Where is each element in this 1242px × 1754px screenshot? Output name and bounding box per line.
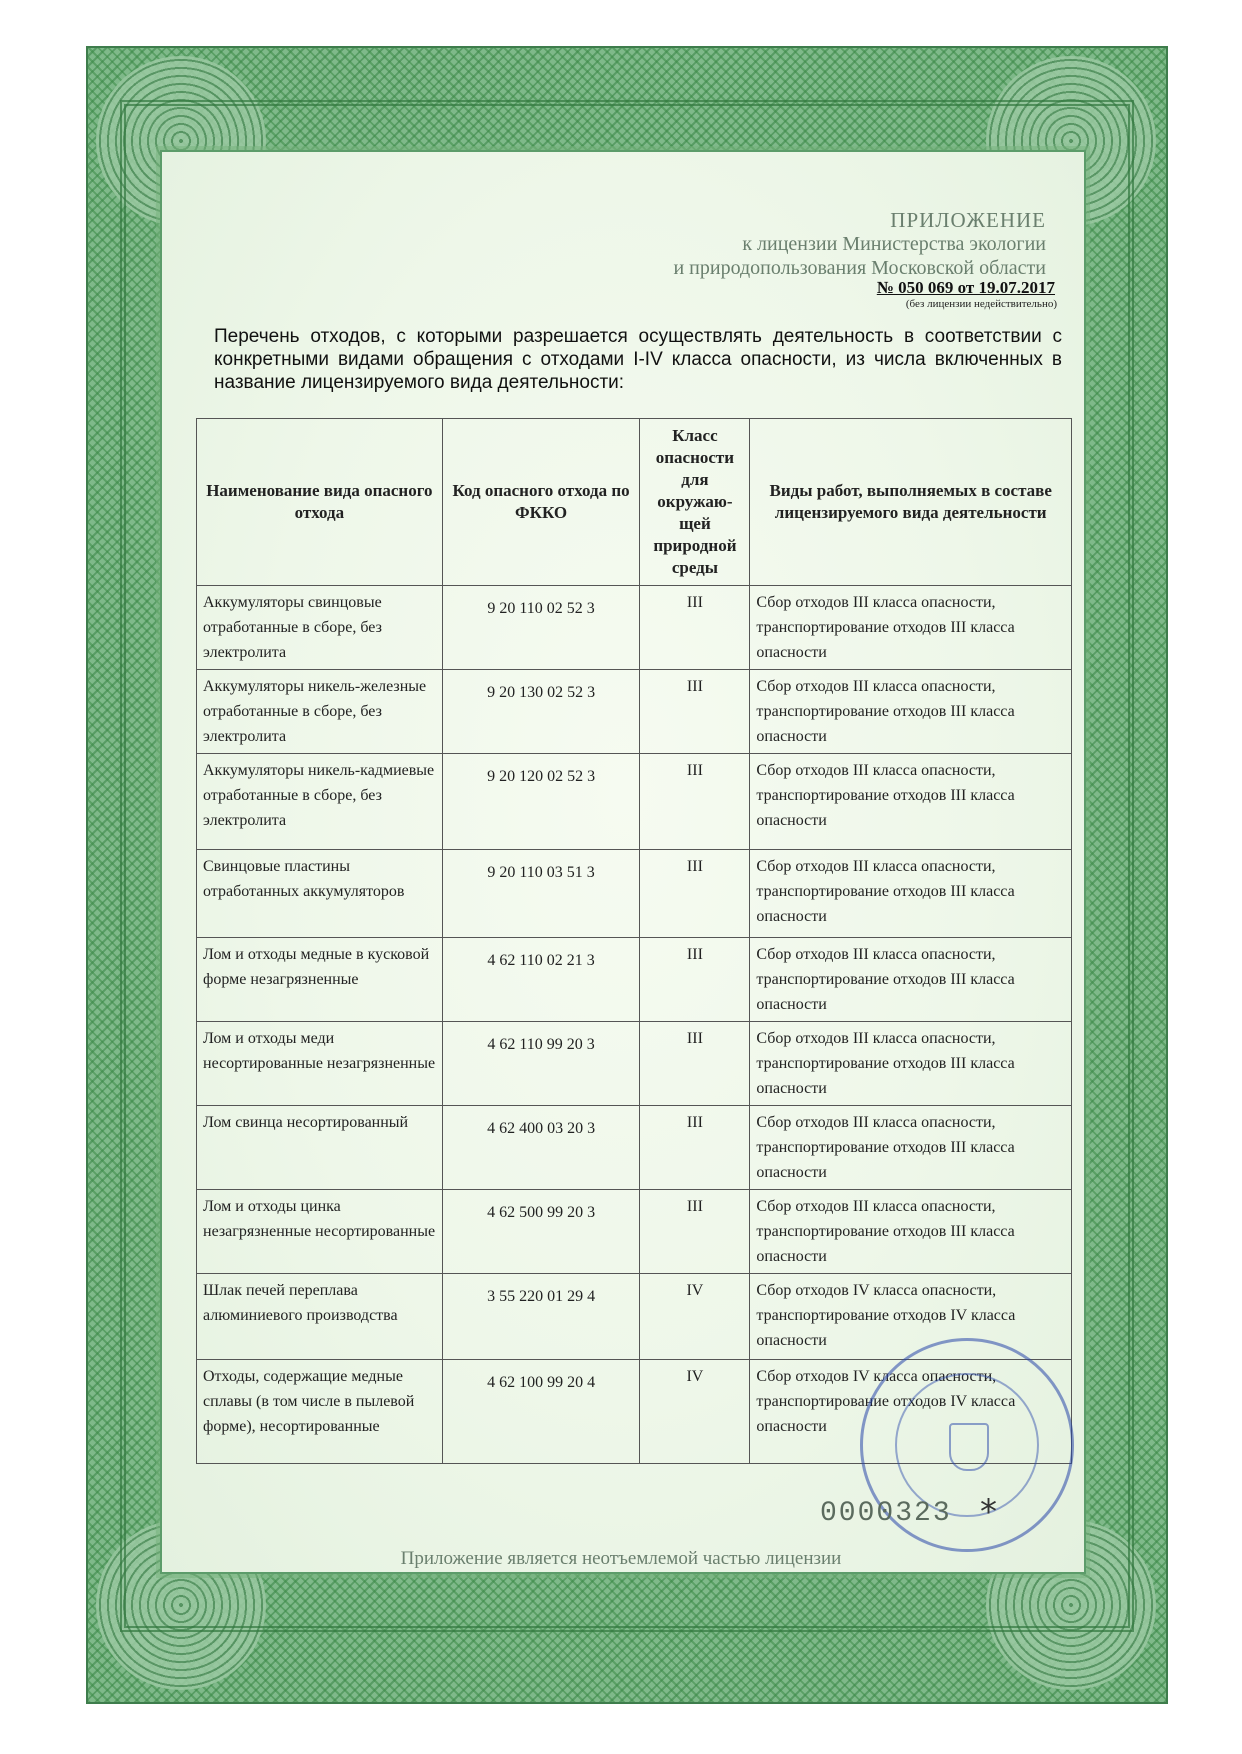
waste-name: Лом и отходы цинка незагрязненные несортированные: [197, 1190, 443, 1274]
annex-title: ПРИЛОЖЕНИЕ: [890, 208, 1046, 232]
fkko-code: 4 62 110 02 21 3: [442, 938, 640, 1022]
work-types: Сбор отходов III класса опасности, транспортирование отходов III класса опасности: [750, 1190, 1072, 1274]
waste-name: Шлак печей переплава алюминиевого производства: [197, 1274, 443, 1360]
waste-name: Аккумуляторы никель-кадмиевые отработанные в сборе, без электролита: [197, 754, 443, 850]
hazard-class: III: [640, 938, 750, 1022]
fkko-code: 4 62 100 99 20 4: [442, 1360, 640, 1464]
fkko-code: 9 20 110 02 52 3: [442, 586, 640, 670]
waste-name: Лом свинца несортированный: [197, 1106, 443, 1190]
coat-of-arms-icon: [949, 1423, 989, 1471]
work-types: Сбор отходов III класса опасности, транспортирование отходов III класса опасности: [750, 754, 1072, 850]
seal-inner-ring: [895, 1373, 1039, 1517]
annex-line-1: к лицензии Министерства экологии: [742, 233, 1046, 255]
header-waste-name: Наименование вида опасного отхода: [197, 419, 443, 586]
fkko-code: 9 20 120 02 52 3: [442, 754, 640, 850]
work-types: Сбор отходов III класса опасности, транспортирование отходов III класса опасности: [750, 670, 1072, 754]
serial-number: 0000323: [820, 1498, 952, 1529]
table-row: [197, 850, 1072, 938]
hazard-class: III: [640, 1022, 750, 1106]
header-work-types: Виды работ, выполняемых в составе лицензируемого вида деятельности: [750, 419, 1072, 586]
table-row: [197, 1190, 1072, 1274]
fkko-code: 9 20 130 02 52 3: [442, 670, 640, 754]
license-note: (без лицензии недействительно): [905, 298, 1057, 310]
annex-line-2: и природопользования Московской области: [673, 257, 1046, 279]
work-types: Сбор отходов III класса опасности, транспортирование отходов III класса опасности: [750, 1022, 1072, 1106]
waste-name: Лом и отходы меди несортированные незагрязненные: [197, 1022, 443, 1106]
work-types: Сбор отходов III класса опасности, транспортирование отходов III класса опасности: [750, 850, 1072, 938]
hazard-class: IV: [640, 1360, 750, 1464]
waste-name: Отходы, содержащие медные сплавы (в том числе в пылевой форме), несортированные: [197, 1360, 443, 1464]
hazard-class: III: [640, 850, 750, 938]
intro-paragraph: Перечень отходов, с которыми разрешается осуществлять деятельность в соответствии с конкретными видами обращения с отходами I-IV класса опасности, из числа включенных в название лицензируемого вида деятельности:: [214, 326, 1062, 393]
work-types: Сбор отходов IV класса опасности, транспортирование отходов IV класса опасности: [750, 1360, 1072, 1464]
table-header-row: [197, 419, 1072, 586]
footer-note: Приложение является неотъемлемой частью лицензии: [400, 1548, 842, 1569]
annex-header: [673, 208, 1046, 280]
table-row: [197, 586, 1072, 670]
hazard-class: III: [640, 1106, 750, 1190]
hazard-class: IV: [640, 1274, 750, 1360]
work-types: Сбор отходов IV класса опасности, транспортирование отходов IV класса опасности: [750, 1274, 1072, 1360]
waste-name: Свинцовые пластины отработанных аккумуляторов: [197, 850, 443, 938]
hazard-class: III: [640, 586, 750, 670]
fkko-code: 9 20 110 03 51 3: [442, 850, 640, 938]
fkko-code: 4 62 110 99 20 3: [442, 1022, 640, 1106]
header-fkko-code: Код опасного отхода по ФККО: [442, 419, 640, 586]
fkko-code: 4 62 500 99 20 3: [442, 1190, 640, 1274]
serial-mark: *: [980, 1492, 997, 1532]
table-row: [197, 1022, 1072, 1106]
header-hazard-class: Класс опасности для окружаю-щей природной среды: [640, 419, 750, 586]
fkko-code: 4 62 400 03 20 3: [442, 1106, 640, 1190]
waste-table: [196, 418, 1072, 1464]
waste-name: Аккумуляторы свинцовые отработанные в сборе, без электролита: [197, 586, 443, 670]
work-types: Сбор отходов III класса опасности, транспортирование отходов III класса опасности: [750, 938, 1072, 1022]
hazard-class: III: [640, 1190, 750, 1274]
work-types: Сбор отходов III класса опасности, транспортирование отходов III класса опасности: [750, 1106, 1072, 1190]
hazard-class: III: [640, 670, 750, 754]
table-row: [197, 938, 1072, 1022]
work-types: Сбор отходов III класса опасности, транспортирование отходов III класса опасности: [750, 586, 1072, 670]
table-row: [197, 670, 1072, 754]
waste-name: Аккумуляторы никель-железные отработанные в сборе, без электролита: [197, 670, 443, 754]
license-number: № 050 069 от 19.07.2017: [876, 278, 1055, 297]
hazard-class: III: [640, 754, 750, 850]
waste-name: Лом и отходы медные в кусковой форме незагрязненные: [197, 938, 443, 1022]
table-row: [197, 1106, 1072, 1190]
fkko-code: 3 55 220 01 29 4: [442, 1274, 640, 1360]
table-row: [197, 754, 1072, 850]
